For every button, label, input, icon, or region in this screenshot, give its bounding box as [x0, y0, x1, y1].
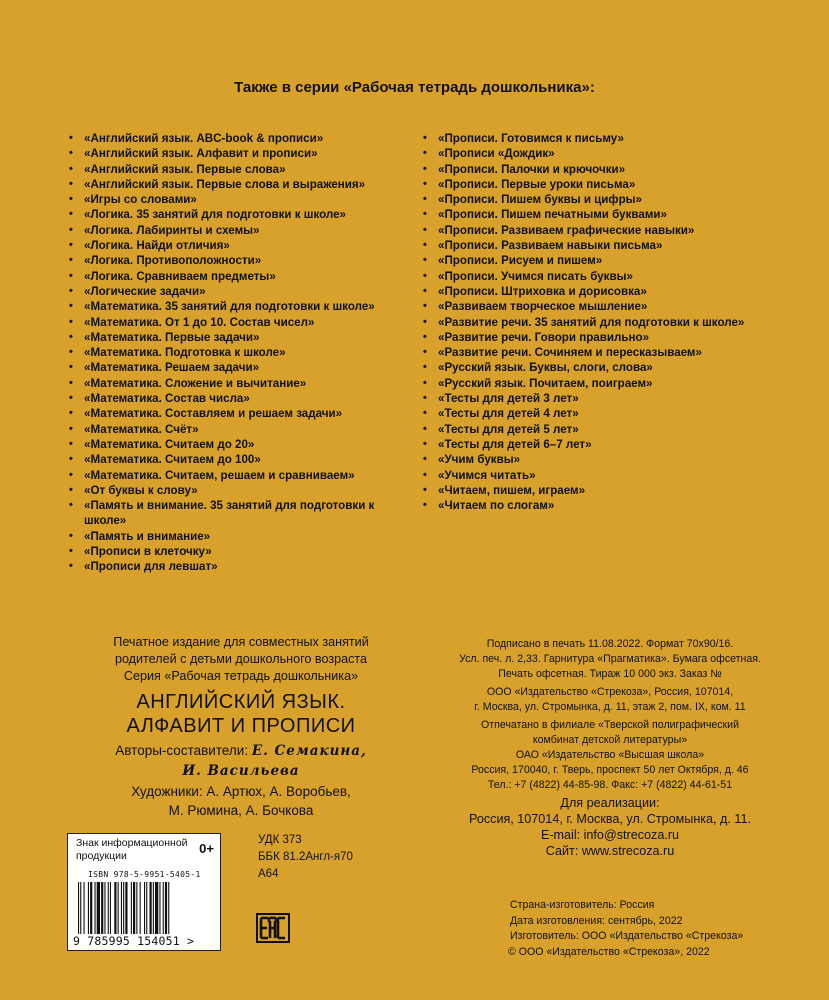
author-name: И. Васильева — [182, 763, 300, 779]
series-book-item: • «Развитие речи. Говори правильно» — [420, 330, 780, 345]
series-book-item: • «Учим буквы» — [420, 452, 780, 467]
series-book-item: • «Математика. Считаем до 20» — [66, 437, 404, 452]
series-book-item: • «Прописи. Пишем буквы и цифры» — [420, 192, 780, 207]
info-product-box — [67, 833, 221, 867]
series-book-item: • «Математика. 35 занятий для подготовки к школе» — [66, 299, 404, 314]
series-book-item: • «Математика. Решаем задачи» — [66, 360, 404, 375]
series-book-item: • «Логика. Найди отличия» — [66, 238, 404, 253]
series-list-left — [66, 131, 406, 575]
printer-block — [455, 718, 765, 793]
artists-line: Художники: А. Артюх, А. Воробьев, — [131, 784, 351, 799]
authors-label: Авторы-составители: — [115, 743, 252, 758]
printer-line: комбинат детской литературы» — [532, 734, 688, 746]
series-book-item: • «Математика. Составляем и решаем задачи» — [66, 406, 404, 421]
eac-conformity-icon — [256, 913, 290, 943]
sales-email: E-mail: info@strecoza.ru — [540, 828, 680, 842]
series-name: Серия «Рабочая тетрадь дошкольника» — [123, 669, 359, 683]
series-book-item: • «Развиваем творческое мышление» — [420, 299, 780, 314]
bbk-code: ББК 81.2Англ-я70 — [258, 851, 353, 863]
imprint-block — [66, 634, 416, 685]
info-product-label: Знак информационной продукции — [76, 837, 188, 862]
series-book-item: • «Прописи. Пишем печатными буквами» — [420, 207, 780, 222]
series-book-item: • «Математика. Сложение и вычитание» — [66, 376, 404, 391]
series-book-item: • «Тесты для детей 4 лет» — [420, 406, 780, 421]
print-info-block — [455, 637, 765, 682]
print-info-line: Подписано в печать 11.08.2022. Формат 70х90/16. — [486, 638, 734, 650]
sales-block — [455, 795, 765, 859]
publisher-block — [455, 685, 765, 715]
series-book-item: • «Русский язык. Буквы, слоги, слова» — [420, 360, 780, 375]
series-book-item: • «Английский язык. Алфавит и прописи» — [66, 146, 404, 161]
series-book-item: • «Читаем, пишем, играем» — [420, 483, 780, 498]
series-book-item: • «Прописи. Развиваем графические навыки» — [420, 223, 780, 238]
ean-number: 9 785995 154051 > — [73, 934, 195, 948]
age-rating: 0+ — [199, 841, 214, 856]
publisher-line: ООО «Издательство «Стрекоза», Россия, 107014, — [486, 686, 734, 698]
series-book-item: • «Прописи. Рисуем и пишем» — [420, 253, 780, 268]
sales-line: Для реализации: — [560, 796, 660, 810]
series-book-item: • «Прописи. Первые уроки письма» — [420, 177, 780, 192]
printer-line: Тел.: +7 (4822) 44-85-98. Факс: +7 (4822) 44-61-51 — [487, 779, 733, 791]
series-book-item: • «Математика. Считаем до 100» — [66, 452, 404, 467]
artists-block — [66, 782, 416, 820]
udk-code: УДК 373 — [258, 834, 302, 846]
series-book-item: • «Английский язык. ABC-book & прописи» — [66, 131, 404, 146]
book-title-line: АНГЛИЙСКИЙ ЯЗЫК. — [136, 691, 346, 713]
series-book-item: • «Тесты для детей 6–7 лет» — [420, 437, 780, 452]
series-book-item: • «Память и внимание. 35 занятий для подготовки к школе» — [66, 498, 404, 529]
barcode — [67, 866, 221, 951]
series-book-item: • «Прописи «Дождик» — [420, 146, 780, 161]
series-book-item: • «Математика. От 1 до 10. Состав чисел» — [66, 315, 404, 330]
series-book-item: • «Прописи для левшат» — [66, 559, 404, 574]
series-book-item: • «Английский язык. Первые слова и выражения» — [66, 177, 404, 192]
series-book-item: • «Математика. Счёт» — [66, 422, 404, 437]
series-book-item: • «Память и внимание» — [66, 529, 404, 544]
authors-block — [66, 741, 416, 781]
series-book-item: • «Тесты для детей 5 лет» — [420, 422, 780, 437]
manufacturer-line: Страна-изготовитель: Россия — [510, 899, 655, 911]
barcode-bars-icon — [76, 882, 212, 934]
printer-line: ОАО «Издательство «Высшая школа» — [515, 749, 705, 761]
series-book-item: • «Логика. Сравниваем предметы» — [66, 269, 404, 284]
manufacturer-block — [510, 898, 743, 945]
publisher-line: г. Москва, ул. Стромынка, д. 11, этаж 2, пом. IX, ком. 11 — [474, 701, 746, 713]
series-book-item: • «Игры со словами» — [66, 192, 404, 207]
series-book-item: • «Развитие речи. Сочиняем и пересказываем» — [420, 345, 780, 360]
imprint-line: Печатное издание для совместных занятий — [113, 635, 369, 649]
series-book-item: • «Логические задачи» — [66, 284, 404, 299]
series-book-item: • «Математика. Состав числа» — [66, 391, 404, 406]
series-book-item: • «Прописи. Палочки и крючочки» — [420, 162, 780, 177]
manufacturer-line: Изготовитель: ООО «Издательство «Стрекоза» — [510, 930, 744, 942]
sales-line: Россия, 107014, г. Москва, ул. Стромынка, д. 11. — [469, 812, 751, 826]
print-info-line: Усл. печ. л. 2,33. Гарнитура «Прагматика». Бумага офсетная. — [459, 653, 761, 665]
manufacturer-line: Дата изготовления: сентябрь, 2022 — [510, 914, 683, 927]
series-book-item: • «Тесты для детей 3 лет» — [420, 391, 780, 406]
series-book-item: • «Читаем по слогам» — [420, 498, 780, 513]
print-info-line: Печать офсетная. Тираж 10 000 экз. Заказ № — [498, 668, 722, 680]
imprint-line: родителей с детьми дошкольного возраста — [114, 652, 368, 666]
series-book-item: • «Прописи в клеточку» — [66, 544, 404, 559]
series-book-item: • «Прописи. Готовимся к письму» — [420, 131, 780, 146]
series-book-item: • «Прописи. Развиваем навыки письма» — [420, 238, 780, 253]
classification-block — [258, 832, 353, 883]
series-book-item: • «Развитие речи. 35 занятий для подготовки к школе» — [420, 315, 780, 330]
isbn-text: ISBN 978-5-9951-5405-1 — [88, 870, 201, 879]
series-book-item: • «От буквы к слову» — [66, 483, 404, 498]
series-book-item: • «Учимся читать» — [420, 468, 780, 483]
copyright: © ООО «Издательство «Стрекоза», 2022 — [508, 946, 710, 958]
series-book-item: • «Логика. Противоположности» — [66, 253, 404, 268]
sales-site: Сайт: www.strecoza.ru — [545, 844, 675, 858]
series-book-item: • «Русский язык. Почитаем, поиграем» — [420, 376, 780, 391]
series-book-item: • «Математика. Считаем, решаем и сравниваем» — [66, 468, 404, 483]
series-book-item: • «Логика. 35 занятий для подготовки к школе» — [66, 207, 404, 222]
series-book-item: • «Математика. Подготовка к школе» — [66, 345, 404, 360]
series-list-right — [420, 131, 780, 513]
author-name: Е. Семакина, — [251, 743, 367, 759]
series-book-item: • «Английский язык. Первые слова» — [66, 162, 404, 177]
series-book-item: • «Математика. Первые задачи» — [66, 330, 404, 345]
series-book-item: • «Прописи. Штриховка и дорисовка» — [420, 284, 780, 299]
printer-line: Отпечатано в филиале «Тверской полиграфический — [480, 719, 739, 731]
printer-line: Россия, 170040, г. Тверь, проспект 50 лет Октября, д. 46 — [471, 764, 749, 776]
book-title — [66, 690, 416, 738]
series-header: Также в серии «Рабочая тетрадь дошкольника»: — [234, 79, 595, 96]
book-title-line: АЛФАВИТ И ПРОПИСИ — [126, 715, 356, 737]
artists-line: М. Рюмина, А. Бочкова — [168, 803, 314, 818]
series-book-item: • «Логика. Лабиринты и схемы» — [66, 223, 404, 238]
author-mark: А64 — [258, 868, 279, 880]
series-book-item: • «Прописи. Учимся писать буквы» — [420, 269, 780, 284]
